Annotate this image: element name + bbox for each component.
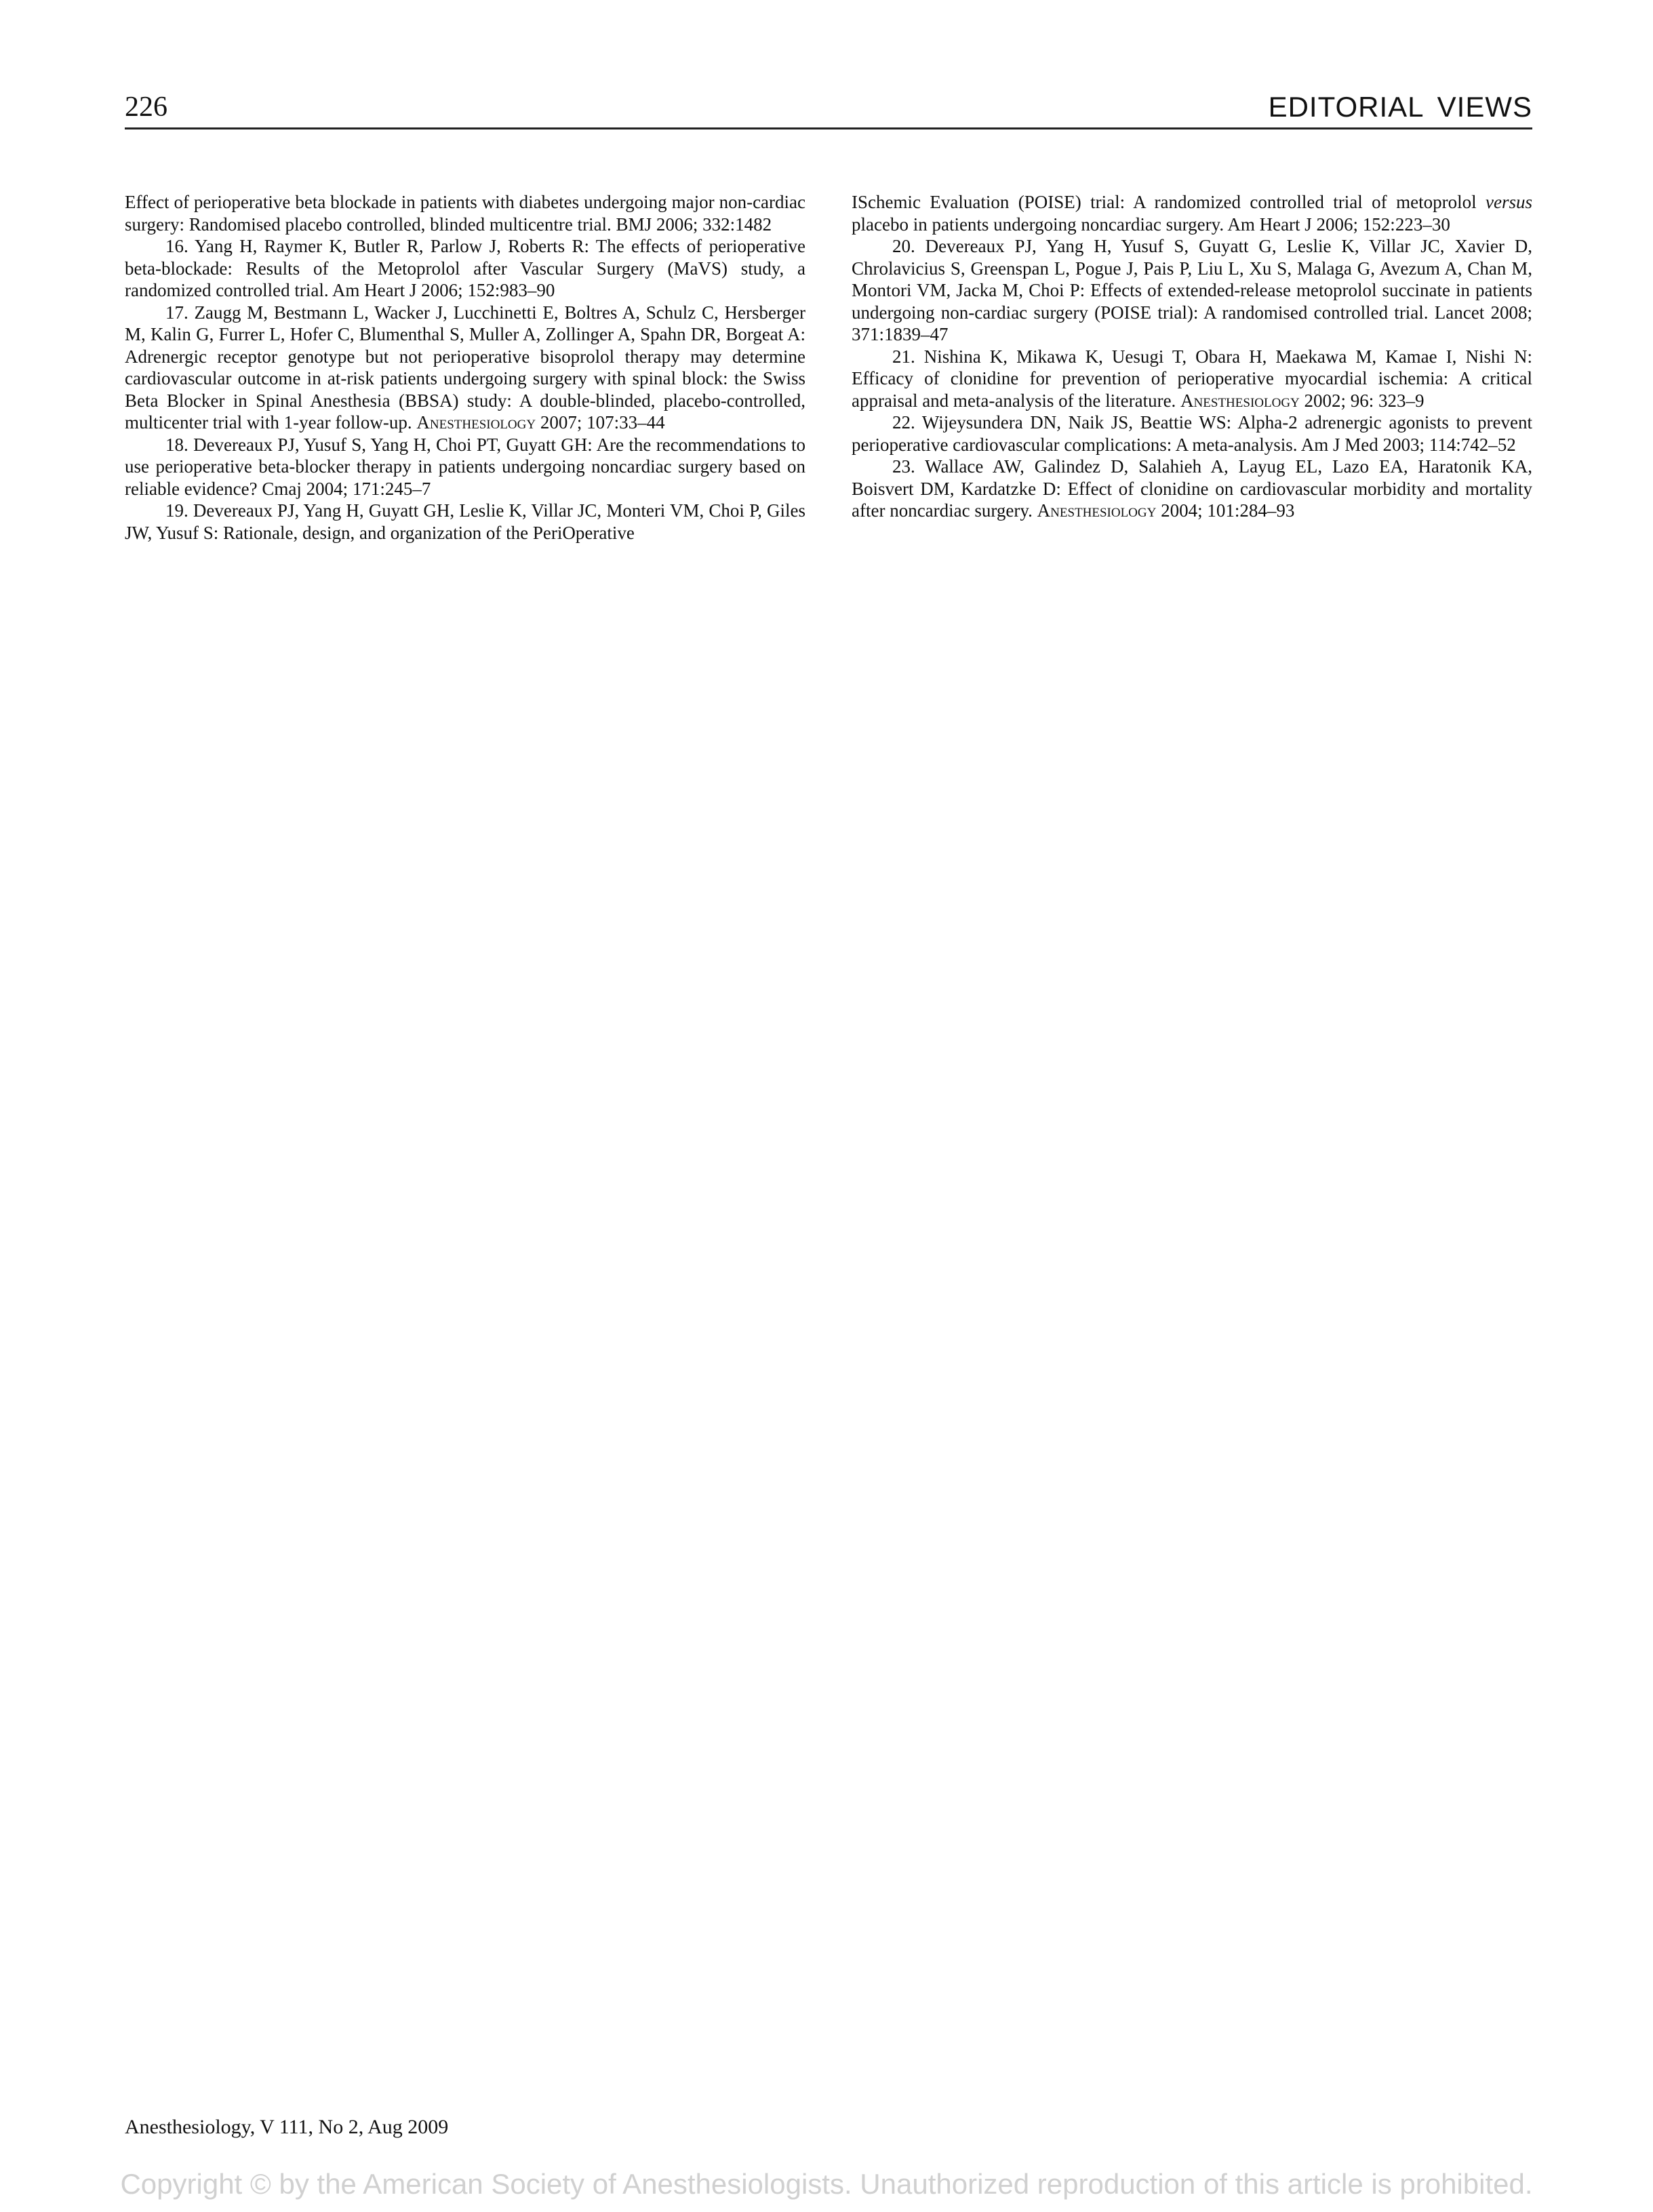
reference-17-journal: Anesthesiology xyxy=(416,412,536,433)
reference-18: 18. Devereaux PJ, Yusuf S, Yang H, Choi PT, Guyatt GH: Are the recommendations to use perioperative beta-blocker therapy in patients undergoing noncardiac surgery based on reliable evidence? Cmaj 2004; 171:245–7 xyxy=(125,434,805,499)
reference-19-cont-part-a: ISchemic Evaluation (POISE) trial: A randomized controlled trial of metoprolol xyxy=(852,192,1486,212)
reference-21-journal: Anesthesiology xyxy=(1180,390,1300,411)
reference-19-cont-italic: versus xyxy=(1486,192,1532,212)
reference-17-citation: 2007; 107:33–44 xyxy=(536,412,665,433)
reference-19-cont-part-b: placebo in patients undergoing noncardiac surgery. Am Heart J 2006; 152:223–30 xyxy=(852,214,1450,235)
copyright-watermark: Copyright © by the American Society of Anesthesiologists. Unauthorized reproduction of this article is prohibited. xyxy=(120,2168,1533,2200)
reference-20: 20. Devereaux PJ, Yang H, Yusuf S, Guyatt G, Leslie K, Villar JC, Xavier D, Chrolavicius S, Greenspan L, Pogue J, Pais P, Liu L, Xu S, Malaga G, Avezum A, Chan M, Montori VM, Jacka M, Choi P: Effects of extended-release metoprolol succinate in patients undergoing non-cardiac surgery (POISE trial): A randomised controlled trial. Lancet 2008; 371:1839–47 xyxy=(852,236,1532,344)
journal-citation-footer: Anesthesiology, V 111, No 2, Aug 2009 xyxy=(125,2116,449,2138)
reference-21-citation: 2002; 96: 323–9 xyxy=(1299,390,1425,411)
reference-23-citation: 2004; 101:284–93 xyxy=(1156,500,1295,521)
reference-23-journal: Anesthesiology xyxy=(1037,500,1157,521)
reference-17-body: 17. Zaugg M, Bestmann L, Wacker J, Lucchinetti E, Boltres A, Schulz C, Hersberger M, Kalin G, Furrer L, Hofer C, Blumenthal S, Muller A, Zollinger A, Spahn DR, Borgeat A: Adrenergic receptor genotype but not perioperative bisoprolol therapy may determine cardiovascular outcome in at-risk patients undergoing surgery with spinal block: the Swiss Beta Blocker in Spinal Anesthesia (BBSA) study: A double-blinded, placebo-controlled, multicenter trial with 1-year follow-up. xyxy=(125,302,805,433)
reference-23 xyxy=(852,456,1532,522)
references-left-column xyxy=(125,191,805,544)
section-title: EDITORIAL VIEWS xyxy=(1268,91,1532,123)
reference-21 xyxy=(852,346,1532,412)
reference-22: 22. Wijeysundera DN, Naik JS, Beattie WS: Alpha-2 adrenergic agonists to prevent perioperative cardiovascular complications: A meta-analysis. Am J Med 2003; 114:742–52 xyxy=(852,412,1532,455)
reference-19: 19. Devereaux PJ, Yang H, Guyatt GH, Leslie K, Villar JC, Monteri VM, Choi P, Giles JW, Yusuf S: Rationale, design, and organization of the PeriOperative xyxy=(125,500,805,543)
page-number: 226 xyxy=(125,92,167,123)
reference-16: 16. Yang H, Raymer K, Butler R, Parlow J, Roberts R: The effects of perioperative beta-blockade: Results of the Metoprolol after Vascular Surgery (MaVS) study, a randomized controlled trial. Am Heart J 2006; 152:983–90 xyxy=(125,236,805,300)
header-rule xyxy=(125,127,1532,129)
references-right-column xyxy=(852,191,1532,522)
reference-15-continuation: Effect of perioperative beta blockade in patients with diabetes undergoing major non-cardiac surgery: Randomised placebo controlled, blinded multicentre trial. BMJ 2006; 332:1482 xyxy=(125,192,805,235)
reference-17 xyxy=(125,302,805,434)
reference-21-body: 21. Nishina K, Mikawa K, Uesugi T, Obara H, Maekawa M, Kamae I, Nishi N: Efficacy of clonidine for prevention of perioperative myocardial ischemia: A critical appraisal and meta-analysis of the literature. xyxy=(852,346,1532,411)
reference-19-continuation xyxy=(852,191,1532,235)
reference-23-body: 23. Wallace AW, Galindez D, Salahieh A, Layug EL, Lazo EA, Haratonik KA, Boisvert DM, Kardatzke D: Effect of clonidine on cardiovascular morbidity and mortality after noncardiac surgery. xyxy=(852,456,1532,521)
